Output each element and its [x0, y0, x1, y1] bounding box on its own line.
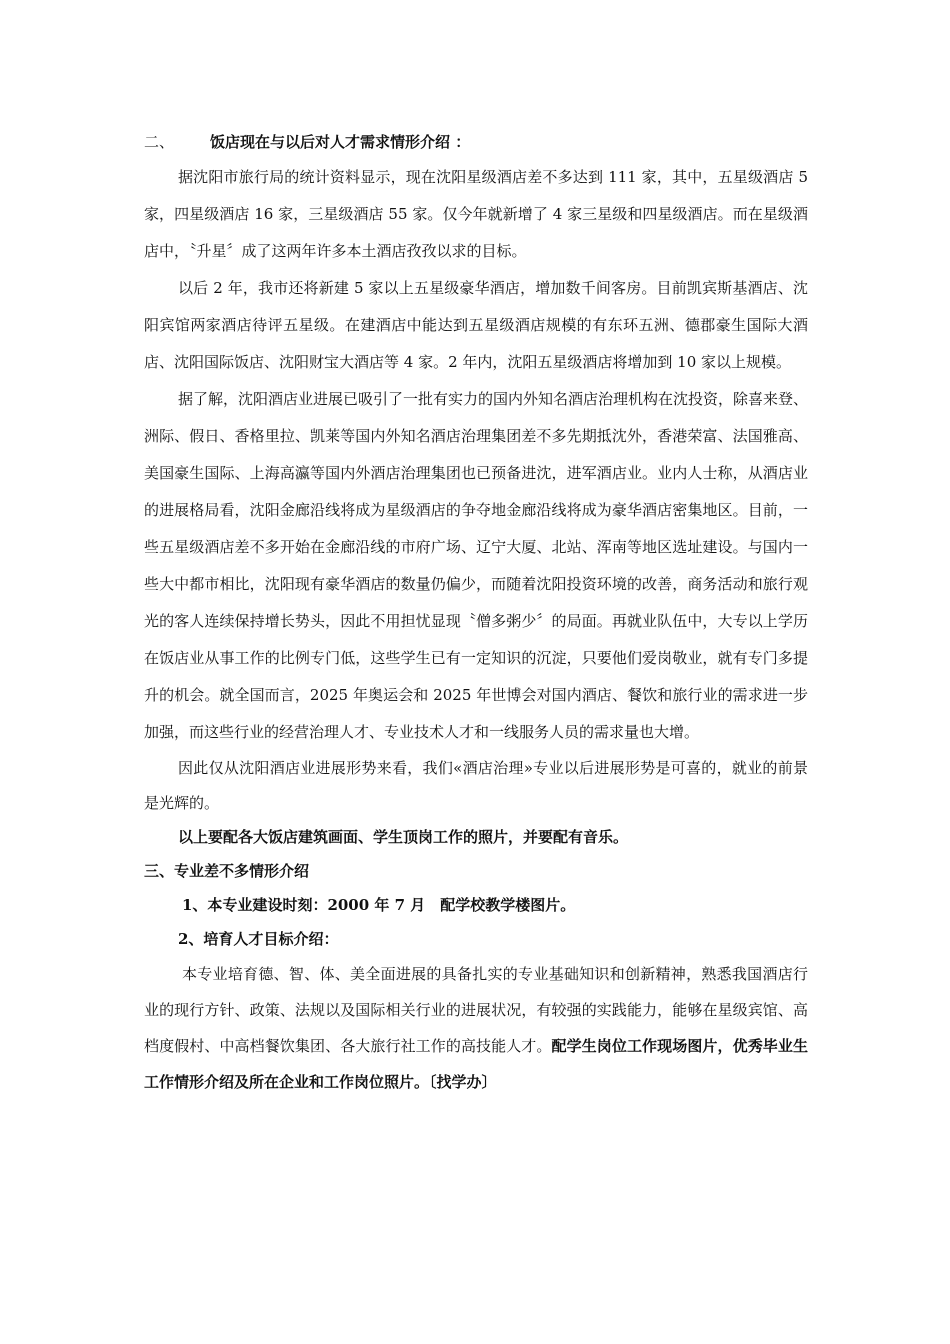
- paragraph-new-hotels: 以后 2 年，我市还将新建 5 家以上五星级豪华酒店，增加数千间客房。目前凯宾斯基酒店、沈阳宾馆两家酒店待评五星级。在建酒店中能达到五星级酒店规模的有东环五洲、德郡豪生国际大酒店、沈阳国际饭店、沈阳财宝大酒店等 4 家。2 年内，沈阳五星级酒店将增加到 10 家以上规模。: [144, 279, 808, 371]
- paragraph-industry-development: 据了解，沈阳酒店业进展已吸引了一批有实力的国内外知名酒店治理机构在沈投资，除喜来登、洲际、假日、香格里拉、凯莱等国内外知名酒店治理集团差不多先期抵沈外，香港荣富、法国雅高、美国豪生国际、上海高瀛等国内外酒店治理集团也已预备进沈，进军酒店业。业内人士称，从酒店业的进展格局看，沈阳金廊沿线将成为星级酒店的争夺地金廊沿线将成为豪华酒店密集地区。目前，一些五星级酒店差不多开始在金廊沿线的市府广场、辽宁大厦、北站、浑南等地区选址建设。与国内一些大中都市相比，沈阳现有豪华酒店的数量仍偏少，而随着沈阳投资环境的改善，商务活动和旅行观光的客人连续保持增长势头，因此不用担忧显现〝僧多粥少〞的局面。再就业队伍中，大专以上学历在饭店业从事工作的比例专门低，这些学生已有一定知识的沉淀，只要他们爱岗敬业，就有专门多提升的机会。就全国而言，2025 年奥运会和 2025 年世博会对国内酒店、餐饮和旅行业的需求进一步加强，而这些行业的经营治理人才、专业技术人才和一线服务人员的需求量也大增。: [144, 390, 809, 741]
- section-2-title: 饭店现在与以后对人才需求情形介绍 ：: [210, 133, 471, 151]
- media-note-hotels: 以上要配各大饭店建筑画面、学生顶岗工作的照片，并要配有音乐。: [178, 828, 629, 846]
- section-3-item-1: 1、本专业建设时刻：2000 年 7 月 配学校教学楼图片。: [182, 896, 576, 914]
- section-3-item-2: 2、培育人才目标介绍：: [178, 930, 339, 948]
- training-goals-text: 本专业培育德、智、体、美全面进展的具备扎实的专业基础知识和创新精神，熟悉我国酒店行业的现行方针、政策、法规以及国际相关行业的进展状况，有较强的实践能力，能够在星级宾馆、高档度假村、中高档餐饮集团、各大旅行社工作的高技能人才。: [144, 965, 808, 1055]
- media-note-graduates: 配学生岗位工作现场图片，优秀毕业生工作情形介绍及所在企业和工作岗位照片。〔找学办〕: [144, 1037, 808, 1091]
- paragraph-hotel-statistics: 据沈阳市旅行局的统计资料显示，现在沈阳星级酒店差不多达到 111 家，其中，五星级酒店 5 家，四星级酒店 16 家，三星级酒店 55 家。仅今年就新增了 4 家三星级和四星级酒店。而在星级酒店中，〝升星〞成了这两年许多本土酒店孜孜以求的目标。: [144, 168, 808, 260]
- section-3-heading: 三、专业差不多情形介绍: [144, 862, 310, 880]
- paragraph-prospects: 因此仅从沈阳酒店业进展形势来看，我们«酒店治理»专业以后进展形势是可喜的，就业的前景是光辉的。: [144, 759, 808, 812]
- section-2-heading: [144, 126, 808, 159]
- document-body: [144, 126, 808, 1100]
- section-2-number: 二、: [144, 133, 175, 151]
- paragraph-training-goals: [144, 956, 808, 1100]
